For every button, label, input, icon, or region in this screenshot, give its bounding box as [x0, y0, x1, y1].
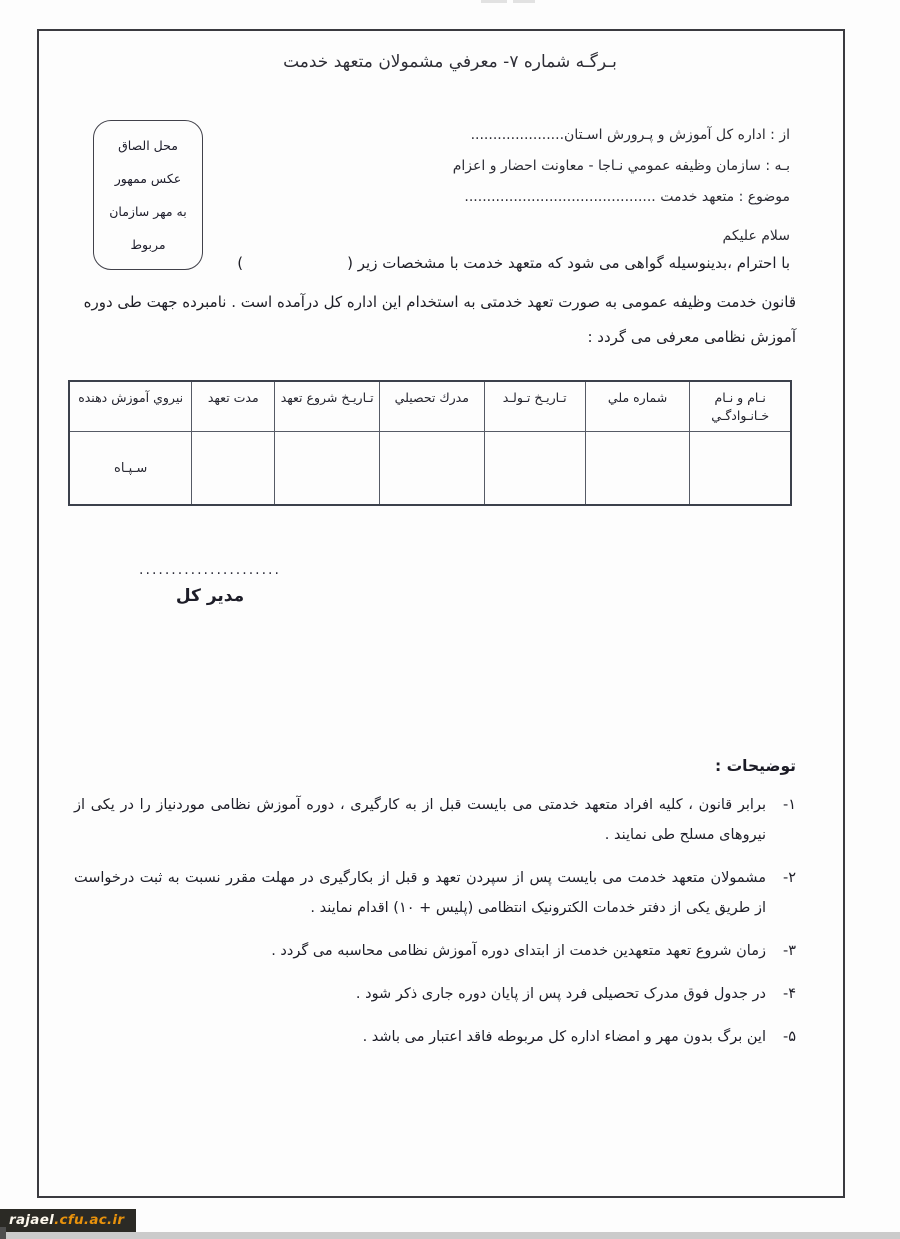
stamp-box-line-4: مربوط — [130, 237, 166, 252]
cell-commitment-duration — [192, 432, 275, 506]
cell-training-force: سـپـاه — [69, 432, 192, 506]
note-number: ۲- — [782, 870, 796, 886]
stamp-box — [93, 120, 203, 270]
header-education-degree: مدرك تحصيلي — [379, 381, 484, 432]
bottom-scan-strip — [0, 1232, 900, 1239]
note-text: زمان شروع تعهد متعهدین خدمت از ابتدای دوره آموزش نظامی محاسبه می گردد . — [271, 943, 766, 959]
notes-heading: توضیحات : — [714, 757, 796, 775]
body-line-2: قانون خدمت وظیفه عمومی به صورت تعهد خدمتی به استخدام این اداره کل درآمده است . نامبرده جهت طی دوره — [83, 293, 796, 311]
cell-birth-date — [484, 432, 585, 506]
note-text: این برگ بدون مهر و امضاء اداره کل مربوطه فاقد اعتبار می باشد . — [362, 1029, 766, 1045]
body-line-3: آموزش نظامی معرفی می گردد : — [587, 328, 796, 346]
note-text: مشمولان متعهد خدمت می بایست پس از سپردن تعهد و قبل از بکارگیری در مهلت مقرر نسبت به ثبت درخواست از طریق یکی از دفتر خدمات الکترونیک انتظامی (پلیس + ۱۰) اقدام نمایند . — [74, 870, 766, 916]
cell-national-id — [585, 432, 690, 506]
paren-close: ) — [237, 254, 244, 272]
signature-dots: ...................... — [139, 562, 281, 578]
note-number: ۱- — [782, 797, 796, 813]
note-item — [74, 1022, 796, 1052]
notes-list — [74, 790, 796, 1065]
certification-line — [68, 254, 790, 272]
header-national-id: شماره ملي — [585, 381, 690, 432]
conscript-table — [68, 380, 792, 506]
header-training-force: نيروي آموزش دهنده — [69, 381, 192, 432]
note-item — [74, 863, 796, 923]
signature-title: مدیر کل — [175, 586, 245, 606]
watermark-site-name: rajael — [9, 1212, 55, 1228]
cell-education-degree — [379, 432, 484, 506]
note-text: برابر قانون ، کلیه افراد متعهد خدمتی می بایست قبل از به کارگیری ، دوره آموزش نظامی موردنیاز را در یکی از نیروهای مسلح طی نمایند . — [74, 797, 766, 843]
stamp-box-line-1: محل الصاق — [118, 138, 178, 153]
table-row — [69, 432, 791, 506]
table-header-row — [69, 381, 791, 432]
watermark — [0, 1209, 136, 1232]
header-full-name: نـام و نـام خـانـوادگـي — [690, 381, 791, 432]
to-line: بـه : سازمان وظيفه عمومي نـاجا - معاونت احضار و اعزام — [452, 158, 790, 174]
salutation: سلام عليكم — [722, 228, 790, 244]
header-commitment-start-date: تـاريـخ شروع تعهد — [275, 381, 380, 432]
note-item — [74, 790, 796, 850]
from-line: از : اداره كل آموزش و پـرورش اسـتان..................... — [470, 127, 790, 143]
stamp-box-line-3: به مهر سازمان — [109, 204, 187, 219]
watermark-site-domain: .cfu.ac.ir — [54, 1212, 125, 1228]
note-number: ۴- — [782, 986, 796, 1002]
bottom-scan-square — [0, 1227, 6, 1239]
scan-artifact-top-left — [481, 0, 507, 3]
note-item — [74, 979, 796, 1009]
stamp-box-line-2: عكس ممهور — [114, 171, 182, 186]
note-item — [74, 936, 796, 966]
cell-commitment-start-date — [275, 432, 380, 506]
certification-text: با احترام ،بدینوسیله گواهی می شود که متعهد خدمت با مشخصات زیر ( — [347, 254, 790, 272]
header-birth-date: تـاريـخ تـولـد — [484, 381, 585, 432]
note-number: ۵- — [782, 1029, 796, 1045]
header-commitment-duration: مدت تعهد — [192, 381, 275, 432]
form-title: بـرگـه شماره ۷- معرفي مشمولان متعهد خدمت — [283, 52, 617, 72]
note-text: در جدول فوق مدرک تحصیلی فرد پس از پایان دوره جاری ذکر شود . — [355, 986, 766, 1002]
note-number: ۳- — [782, 943, 796, 959]
subject-line: موضوع : متعهد خدمت ........................................... — [464, 189, 790, 205]
cell-full-name — [690, 432, 791, 506]
scan-artifact-top-right — [513, 0, 535, 3]
